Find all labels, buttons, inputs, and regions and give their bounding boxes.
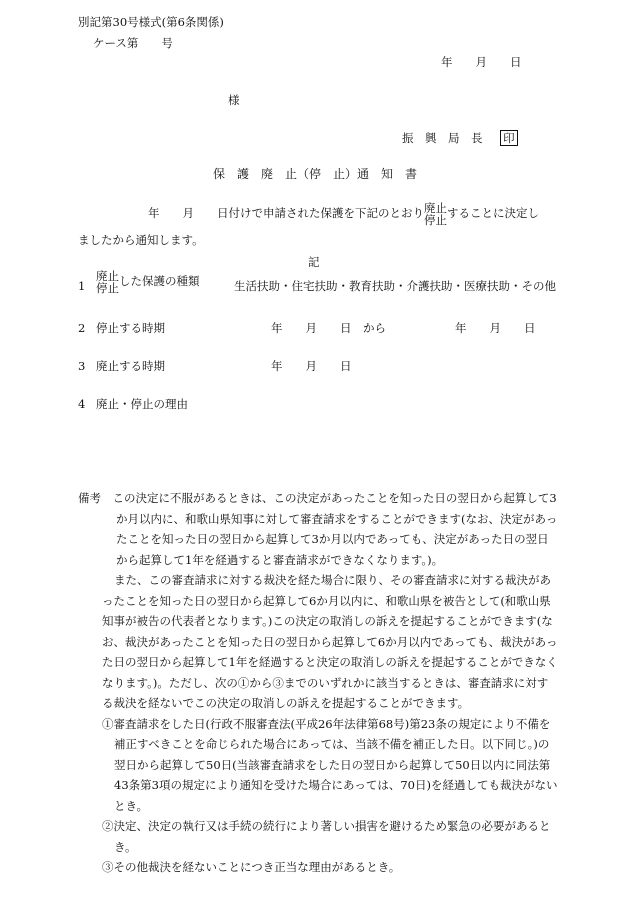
case-number: ケース第 号 [93, 36, 173, 50]
remarks-paragraph-1 [78, 488, 558, 570]
intro-choice-top: 廃止 [424, 201, 447, 215]
issue-date: 年 月 日 [441, 55, 522, 69]
form-label: 別記第30号様式(第6条関係) [78, 15, 224, 29]
document-title: 保 護 廃 止（停 止）通 知 書 [213, 167, 418, 181]
item-2-value: 年 月 日 から 年 月 日 [271, 321, 536, 335]
item-1-choice-bottom: 停止 [96, 281, 119, 295]
intro-choice [424, 202, 447, 226]
remarks-item-3: ③その他裁決を経ないことにつき正当な理由があるとき。 [102, 860, 401, 874]
issuer-title [402, 130, 518, 146]
remarks-item-1: ①審査請求をした日(行政不服審査法(平成26年法律第68号)第23条の規定により不備を補正すべきことを命じられた場合にあっては、当該不備を補正した日。以下同じ。)の翌日から起算して50日(当該審査請求をした日の翌日から起算して50日以内に同法第43条第3項の規定により通知を受けた場合にあっては、70日)を経過しても裁決がないとき。 [102, 716, 558, 813]
addressee-suffix: 様 [228, 93, 240, 107]
item-4-number: 4 [78, 397, 86, 411]
item-3-value: 年 月 日 [271, 359, 352, 373]
remarks-item-2: ②決定、決定の執行又は手続の続行により著しい損害を避けるため緊急の必要があるとき。 [102, 819, 551, 854]
seal-mark: 印 [500, 130, 518, 146]
item-4-label: 廃止・停止の理由 [96, 397, 188, 411]
intro-date-part: 年 月 日付けで申請された保護を下記のとおり [148, 206, 424, 220]
item-1-number: 1 [78, 279, 86, 293]
item-1-choice [96, 270, 119, 294]
remarks-paragraph-2: また、この審査請求に対する裁決を経た場合に限り、その審査請求に対する裁決があったことを知った日の翌日から起算して6か月以内に、和歌山県を被告として(和歌山県知事が被告の代表者となります。)この決定の取消しの訴えを提起することができます(なお、裁決があったことを知った日の翌日から起算して6か月以内であっても、裁決があった日の翌日から起算して1年を経過すると決定の取消しの訴えを提起することができなくなります。)。ただし、次の①から③までのいずれかに該当するときは、審査請求に対する裁決を経ないでこの決定の取消しの訴えを提起することができます。 [102, 573, 558, 710]
issuer-label: 振 興 局 長 [402, 131, 483, 145]
ki-mark: 記 [308, 255, 320, 269]
intro-line-2: ましたから通知します。 [78, 233, 204, 247]
remarks-p1-text: この決定に不服があるときは、この決定があったことを知った日の翌日から起算して3か月以内に、和歌山県知事に対して審査請求をすることができます(なお、決定があったことを知った日の翌日から起算して3か月以内であっても、決定があった日の翌日から起算して1年を経過すると審査請求ができなくなります。)。 [112, 491, 558, 567]
item-3-label: 廃止する時期 [96, 359, 165, 373]
intro-rest: することに決定し [447, 206, 539, 220]
item-1-choice-top: 廃止 [96, 269, 119, 283]
item-2-number: 2 [78, 321, 86, 335]
item-2-label: 停止する時期 [96, 321, 165, 335]
remarks-section [78, 488, 558, 878]
item-3-number: 3 [78, 359, 86, 373]
remarks-heading: 備考 [78, 491, 101, 505]
intro-line-1 [148, 202, 539, 226]
item-1-label [96, 270, 200, 294]
item-1-value: 生活扶助・住宅扶助・教育扶助・介護扶助・医療扶助・その他 [234, 279, 556, 293]
intro-choice-bottom: 停止 [424, 213, 447, 227]
item-1-label-text: した保護の種類 [119, 274, 200, 289]
